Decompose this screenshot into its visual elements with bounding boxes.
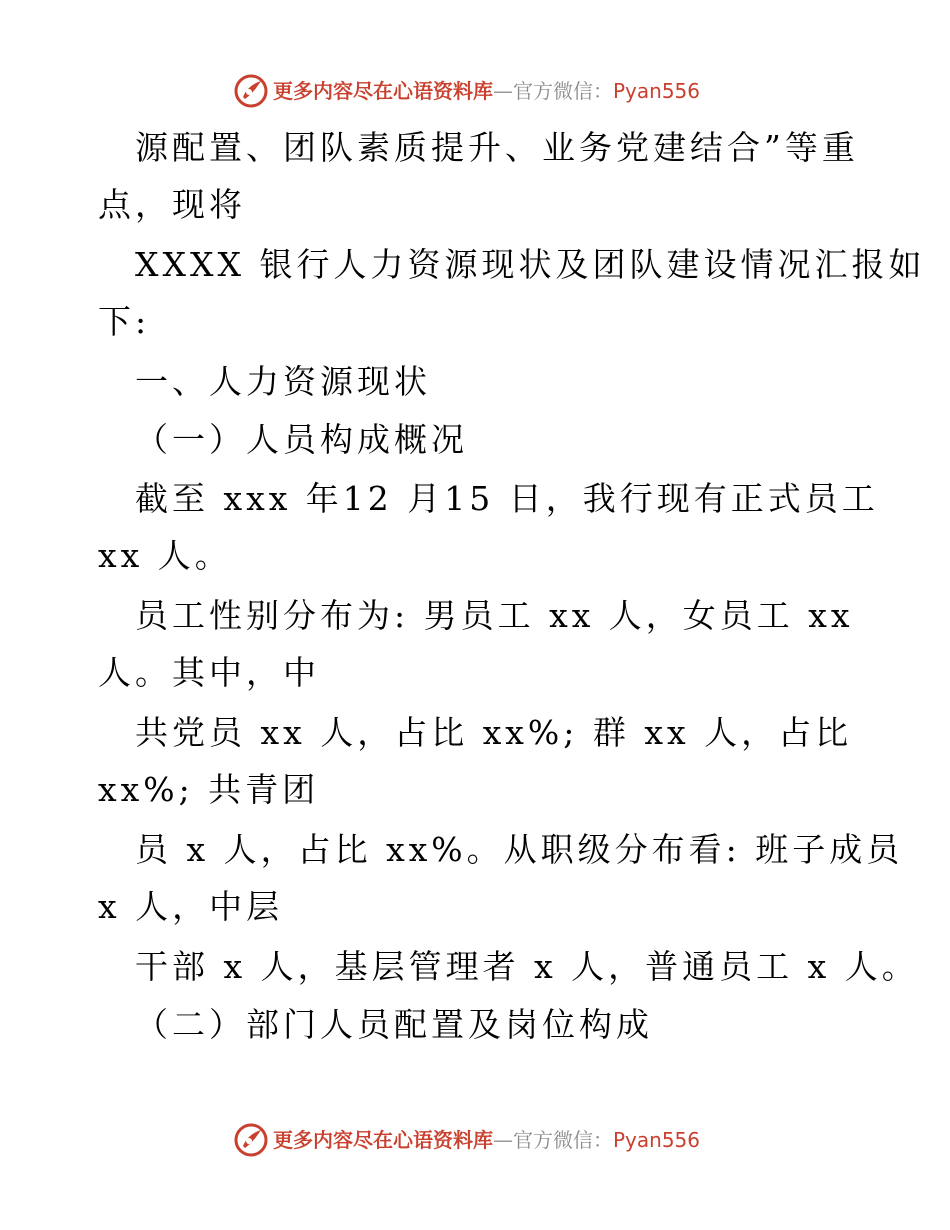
body-line: XXXX 银行人力资源现状及团队建设情况汇报如 [135, 245, 926, 284]
body-line: 人。其中，中 [98, 653, 320, 692]
brand-logo-icon [233, 1122, 269, 1158]
banner-dash: — [493, 79, 513, 103]
body-line: 下: [98, 302, 151, 341]
section-heading: 一、人力资源现状 [135, 362, 431, 401]
subsection-heading: （一）人员构成概况 [135, 420, 468, 459]
brand-logo-icon [233, 73, 269, 109]
banner-wechat-id: Pyan556 [613, 79, 701, 103]
banner-main-text: 更多内容尽在心语资料库 [273, 1128, 493, 1152]
body-line: xx%; 共青团 [98, 770, 320, 809]
banner-dash: — [493, 1128, 513, 1152]
body-line: 共党员 xx 人，占比 xx%; 群 xx 人，占比 [135, 713, 853, 752]
subsection-heading: （二）部门人员配置及岗位构成 [135, 1005, 653, 1044]
banner-wechat-id: Pyan556 [613, 1128, 701, 1152]
banner-text [273, 1127, 700, 1153]
banner-main-text: 更多内容尽在心语资料库 [273, 79, 493, 103]
body-line: 干部 x 人，基层管理者 x 人，普通员工 x 人。 [135, 947, 919, 986]
body-line: 源配置、团队素质提升、业务党建结合”等重 [135, 128, 859, 167]
body-line: 员 x 人，占比 xx%。从职级分布看: 班子成员 [135, 830, 904, 869]
banner-text [273, 78, 700, 104]
body-line: 截至 xxx 年12 月15 日，我行现有正式员工 [135, 479, 879, 518]
banner-official-label: 官方微信： [513, 1128, 613, 1152]
body-line: x 人，中层 [98, 887, 284, 926]
banner-official-label: 官方微信： [513, 79, 613, 103]
body-line: xx 人。 [98, 536, 232, 575]
body-line: 点，现将 [98, 185, 246, 224]
footer-banner [0, 1120, 950, 1160]
body-line: 员工性别分布为: 男员工 xx 人，女员工 xx [135, 596, 854, 635]
header-banner [0, 71, 950, 111]
